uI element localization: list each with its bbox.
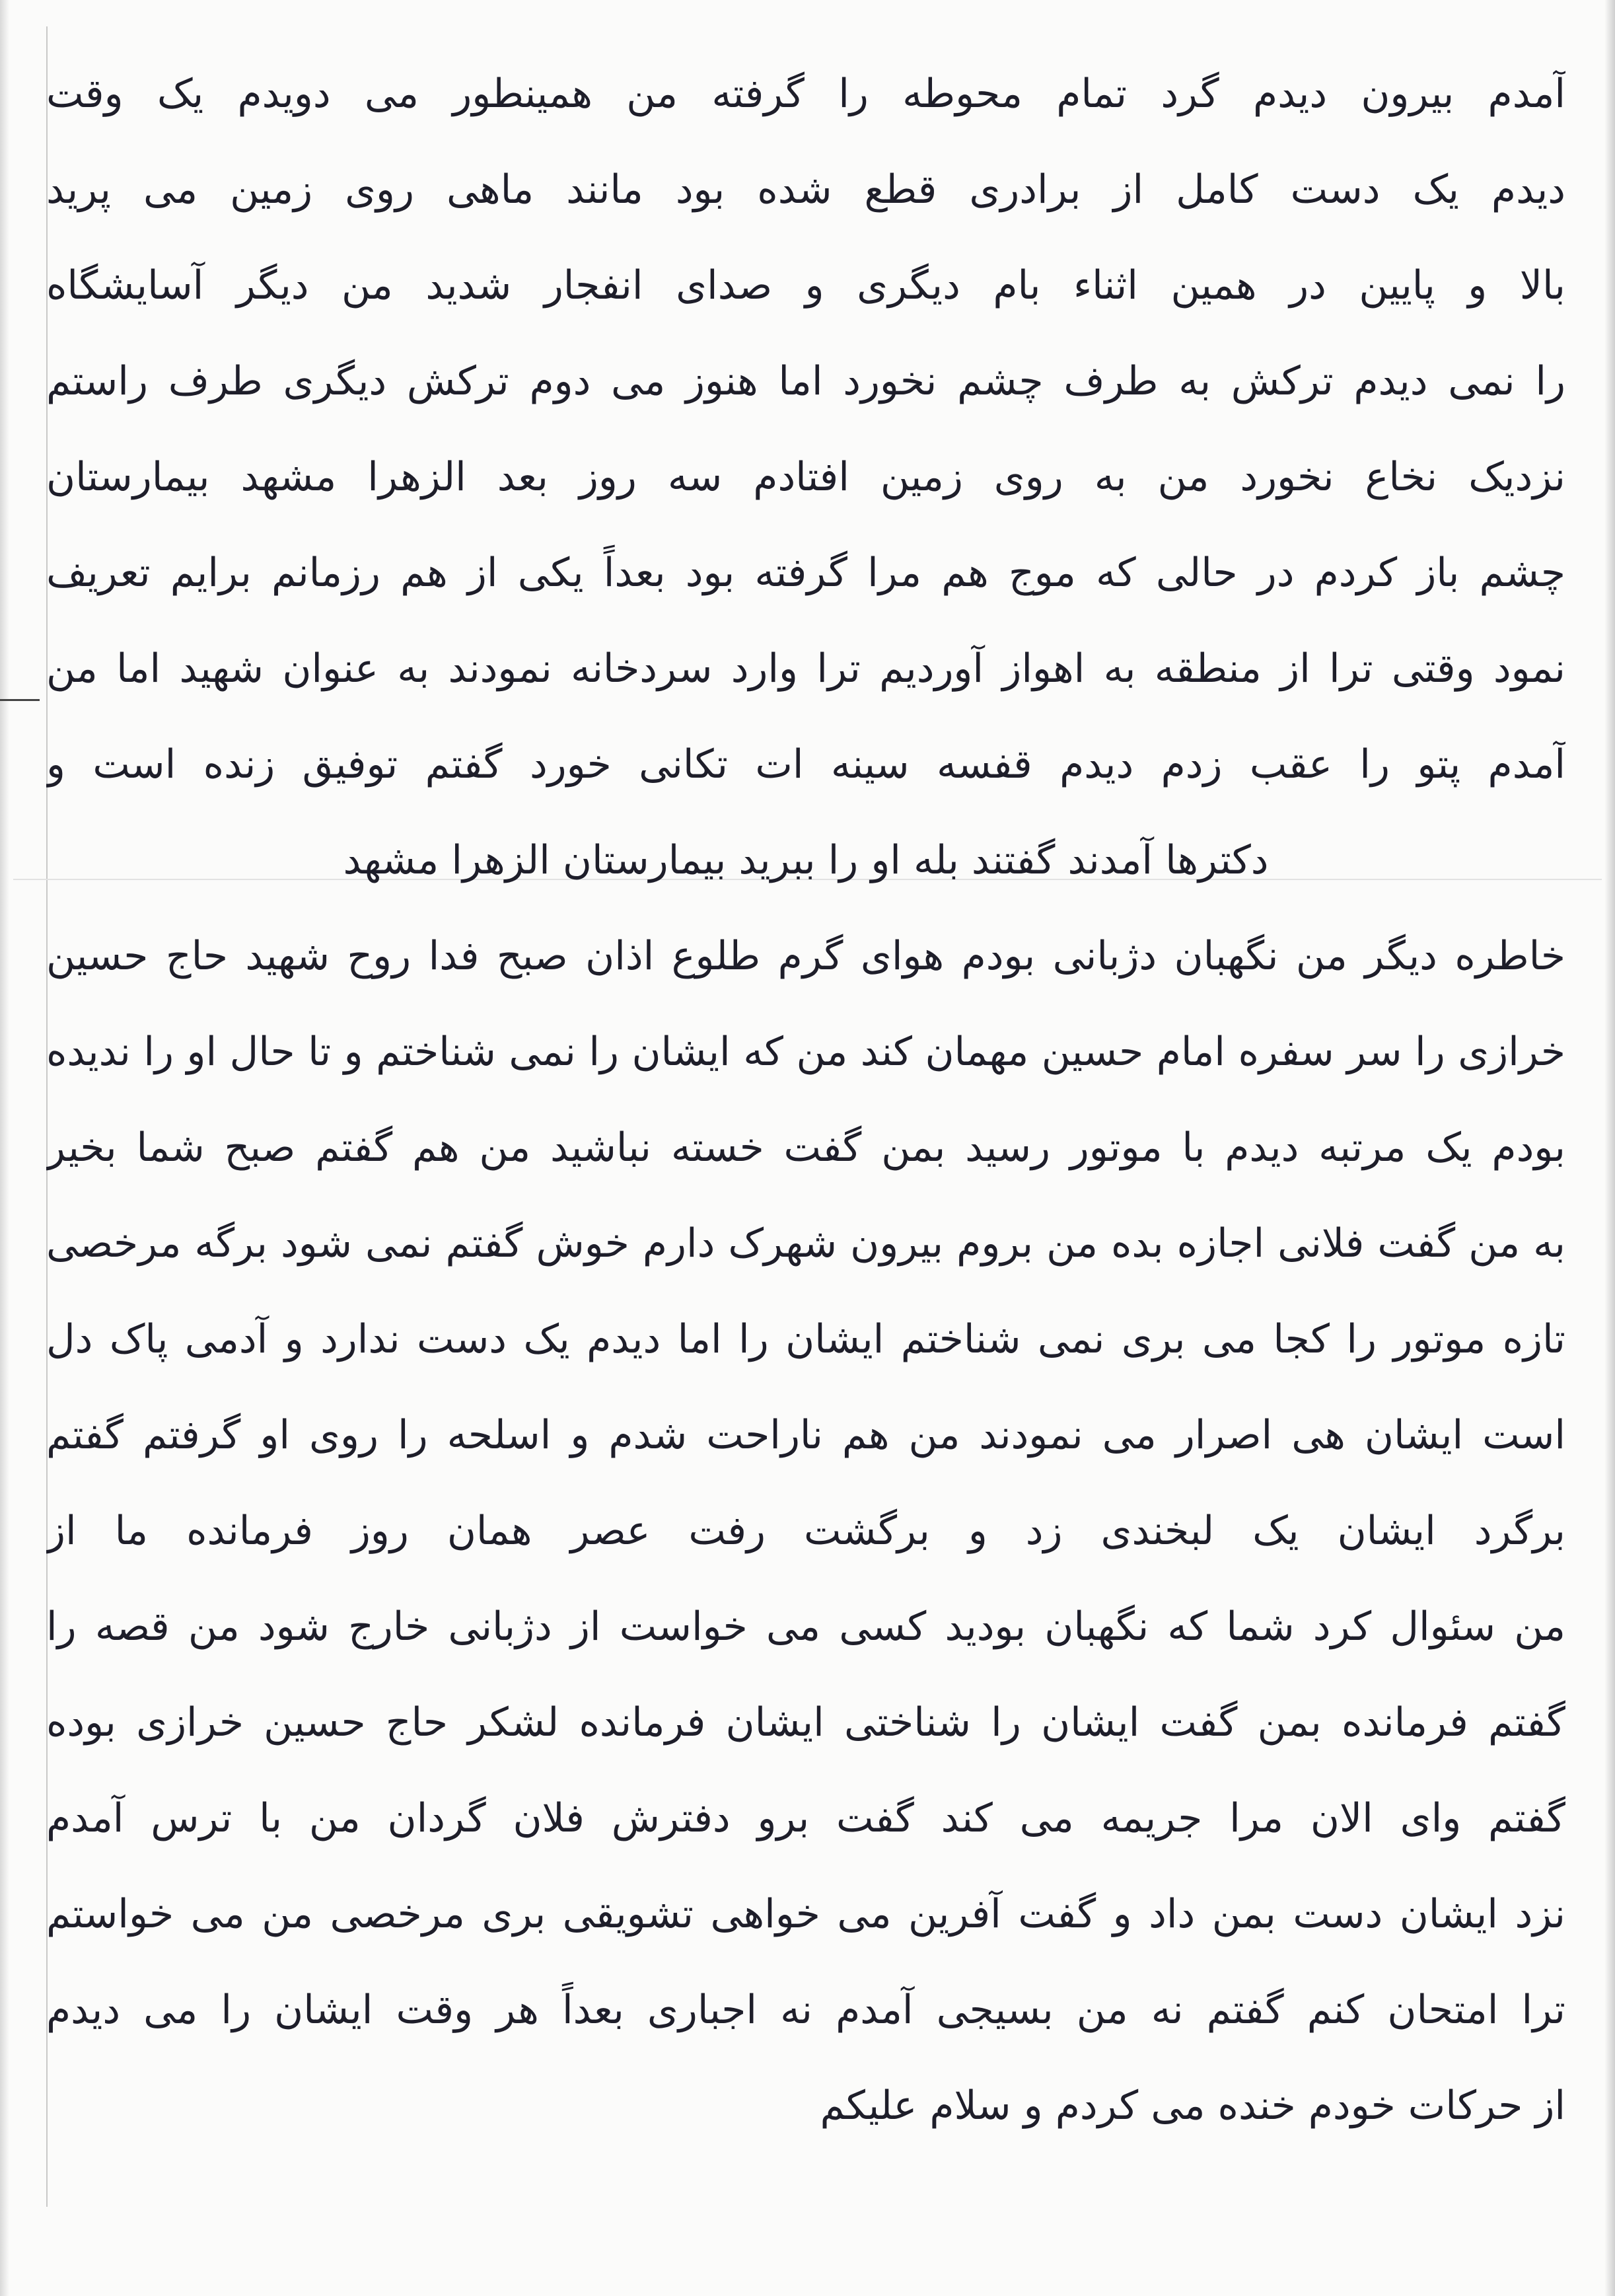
- text-line: نزد ایشان دست بمن داد و گفت آفرین می خواهی تشویقی بری مرخصی من می خواستم: [46, 1891, 1565, 1937]
- text-line: خاطره دیگر من نگهبان دژبانی بودم هوای گرم طلوع اذان صبح فدا روح شهید حاج حسین: [46, 933, 1565, 979]
- handwritten-text-body: [46, 46, 1565, 2154]
- text-line: بودم یک مرتبه دیدم با موتور رسید بمن گفت خسته نباشید من هم گفتم صبح شما بخیر: [46, 1125, 1565, 1171]
- margin-mark: [0, 699, 40, 701]
- text-line: از حرکات خودم خنده می کردم و سلام علیکم: [820, 2083, 1565, 2129]
- text-line: نزدیک نخاع نخورد من به روی زمین افتادم سه روز بعد الزهرا مشهد بیمارستان: [46, 454, 1565, 500]
- text-line: گفتم فرمانده بمن گفت ایشان را شناختی ایشان فرمانده لشکر حاج حسین خرازی بوده: [46, 1699, 1565, 1746]
- text-line: من سئوال کرد شما که نگهبان بودید کسی می خواست از دژبانی خارج شود من قصه را: [46, 1604, 1565, 1650]
- text-line: دکترها آمدند گفتند بله او را ببرید بیمارستان الزهرا مشهد: [343, 837, 1269, 883]
- text-line: خرازی را سر سفره امام حسین مهمان کند من که ایشان را نمی شناختم و تا حال او را ندیده: [46, 1029, 1565, 1075]
- text-line: تازه موتور را کجا می بری نمی شناختم ایشان را اما دیدم یک دست ندارد و آدمی پاک دل: [46, 1316, 1565, 1362]
- text-line: را نمی دیدم ترکش به طرف چشم نخورد اما هنوز می دوم ترکش دیگری طرف راستم: [46, 358, 1565, 404]
- text-line: به من گفت فلانی اجازه بده من بروم بیرون شهرک دارم خوش گفتم نمی شود برگه مرخصی: [46, 1220, 1565, 1267]
- text-line: بالا و پایین در همین اثناء بام دیگری و صدای انفجار شدید من دیگر آسایشگاه: [46, 262, 1565, 309]
- text-line: برگرد ایشان یک لبخندی زد و برگشت رفت عصر همان روز فرمانده ما از: [46, 1508, 1565, 1554]
- paper-right-edge: [1604, 0, 1615, 2296]
- text-line: گفتم وای الان مرا جریمه می کند گفت برو دفترش فلان گردان من با ترس آمدم: [46, 1795, 1565, 1841]
- text-line: نمود وقتی ترا از منطقه به اهواز آوردیم ترا وارد سردخانه نمودند به عنوان شهید اما من: [46, 646, 1565, 692]
- text-line: چشم باز کردم در حالی که موج هم مرا گرفته بود بعداً یکی از هم رزمانم برایم تعریف: [46, 550, 1565, 596]
- text-line: آمدم بیرون دیدم گرد تمام محوطه را گرفته من همینطور می دویدم یک وقت: [46, 71, 1565, 117]
- paper-left-edge: [0, 0, 9, 2296]
- text-line: است ایشان هی اصرار می نمودند من هم ناراحت شدم و اسلحه را روی او گرفتم گفتم: [46, 1412, 1565, 1458]
- text-line: دیدم یک دست کامل از برادری قطع شده بود مانند ماهی روی زمین می پرید: [46, 167, 1565, 213]
- text-line: ترا امتحان کنم گفتم نه من بسیجی آمدم نه اجباری بعداً هر وقت ایشان را می دیدم: [46, 1987, 1565, 2033]
- text-line: آمدم پتو را عقب زدم دیدم قفسه سینه ات تکانی خورد گفتم توفیق زنده است و: [46, 741, 1565, 788]
